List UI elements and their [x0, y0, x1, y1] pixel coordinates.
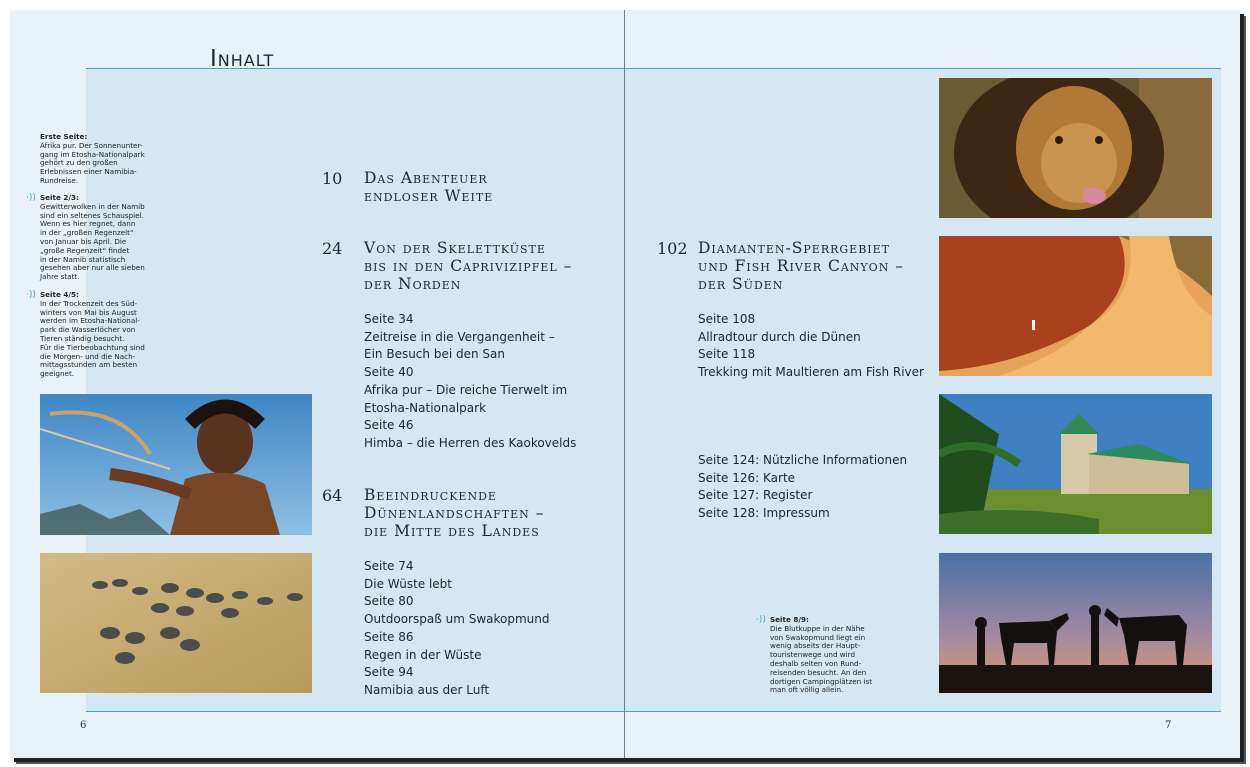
caption-line: gehört zu den großen: [40, 158, 118, 168]
toc-entry[interactable]: Regen in der Wüste: [364, 647, 482, 662]
toc-entry[interactable]: Himba – die Herren des Kaokovelds: [364, 435, 577, 450]
chapter-title-line: der Süden: [698, 275, 784, 293]
caption-line: in der Namib statistisch: [40, 254, 126, 264]
toc-entry[interactable]: Seite 40: [364, 365, 414, 380]
caption-line: von Januar bis April. Die: [40, 236, 127, 246]
photo-red-dune: [939, 236, 1212, 376]
chapter-title-line: Dünenlandschaften –: [364, 504, 545, 522]
caption-line: „große Regenzeit“ findet: [40, 245, 130, 255]
caption-line: Tieren ständig besucht.: [40, 333, 125, 343]
page-heading: Inhalt: [210, 46, 275, 72]
chapter-title[interactable]: [698, 239, 904, 293]
toc-entry[interactable]: Seite 46: [364, 418, 414, 433]
caption-line: sind ein seltenes Schauspiel.: [40, 210, 144, 220]
toc-entry[interactable]: Seite 94: [364, 665, 414, 680]
chapter-title-line: der Norden: [364, 275, 462, 293]
chapter-entries: [698, 311, 924, 382]
chapter-title-line: und Fish River Canyon –: [698, 257, 905, 275]
chapter-number: 64: [322, 486, 343, 505]
toc-entry[interactable]: Seite 124: Nützliche Informationen: [698, 453, 908, 467]
chapter-title-line: endloser Weite: [364, 187, 494, 205]
caption-line: Für die Tierbeobachtung sind: [40, 342, 145, 352]
chapter-title-line: bis in den Caprivizipfel –: [364, 257, 573, 275]
toc-entry[interactable]: Seite 80: [364, 594, 414, 609]
toc-entry[interactable]: Seite 74: [364, 559, 414, 573]
chapter-entries: [364, 558, 549, 700]
caption-line: Rundreise.: [40, 175, 79, 185]
toc-entry[interactable]: Seite 128: Impressum: [698, 506, 830, 521]
caption-line: in der „großen Regenzeit“: [40, 228, 134, 238]
toc-entry[interactable]: Seite 127: Register: [698, 488, 813, 503]
caption-head: Seite 2/3:: [40, 193, 79, 202]
chapter-title-line: Von der Skelettküste: [364, 239, 546, 257]
photo-horse-silhouettes: [939, 553, 1212, 693]
toc-entry[interactable]: Seite 34: [364, 312, 414, 326]
caption-line: deshalb selten von Rund-: [770, 658, 862, 668]
caption-page-2-3: [26, 193, 145, 282]
bottom-rule: [86, 711, 1221, 712]
chapter-number: 10: [322, 169, 343, 188]
chapter-number: 24: [322, 239, 343, 258]
chapter-title[interactable]: [364, 169, 493, 205]
caption-line: mittagsstunden am besten: [40, 360, 138, 370]
page-number-left: 6: [80, 720, 87, 731]
caption-page-4-5: [26, 290, 145, 379]
caption-first-page: [40, 133, 145, 186]
book-spine: [624, 10, 625, 758]
chapter-number: 102: [657, 239, 688, 258]
toc-entry[interactable]: Die Wüste lebt: [364, 576, 453, 591]
toc-entry[interactable]: Namibia aus der Luft: [364, 682, 490, 697]
caption-line: Afrika pur. Der Sonnenunter-: [40, 140, 143, 150]
photo-san-hunter: [40, 394, 312, 535]
caption-line: Die Blutkuppe in der Nähe: [770, 623, 865, 633]
toc-entry[interactable]: Outdoorspaß um Swakopmund: [364, 612, 550, 627]
page-number-right: 7: [1165, 720, 1172, 731]
caption-line: die Morgen- und die Nach-: [40, 351, 136, 361]
image-pointer-icon: ·)): [26, 193, 36, 203]
photo-lion: [939, 78, 1212, 218]
caption-line: reisenden besucht. An den: [770, 667, 867, 677]
caption-line: geeignet.: [40, 369, 75, 379]
toc-entry[interactable]: Seite 86: [364, 629, 414, 644]
caption-line: man oft völlig allein.: [770, 685, 844, 695]
caption-line: gesehen aber nur alle sieben: [40, 263, 145, 273]
caption-page-8-9: [756, 615, 873, 695]
toc-entry[interactable]: Zeitreise in die Vergangenheit –: [364, 329, 555, 344]
chapter-title-line: Diamanten-Sperrgebiet: [698, 239, 891, 257]
chapter-title-line: die Mitte des Landes: [364, 522, 540, 540]
image-pointer-icon: ·)): [756, 615, 766, 625]
toc-entry[interactable]: Trekking mit Maultieren am Fish River: [698, 365, 924, 380]
chapter-title-line: Das Abenteuer: [364, 169, 488, 187]
appendix-entries: [698, 452, 907, 523]
caption-line: wenig abseits der Haupt-: [770, 641, 861, 651]
caption-line: gang im Etosha-Nationalpark: [40, 149, 145, 159]
toc-entry[interactable]: Seite 118: [698, 347, 756, 362]
caption-line: winters von Mai bis August: [40, 307, 137, 317]
caption-line: In der Trockenzeit des Süd-: [40, 298, 138, 308]
caption-line: Jahre statt.: [40, 272, 80, 282]
caption-head: Erste Seite:: [40, 132, 88, 141]
caption-line: Wenn es hier regnet, dann: [40, 219, 136, 229]
caption-line: von Swakopmund liegt ein: [770, 632, 866, 642]
caption-line: park die Wasserlöcher von: [40, 325, 136, 335]
caption-line: werden im Etosha-National-: [40, 316, 140, 326]
toc-entry[interactable]: Allradtour durch die Dünen: [698, 329, 861, 344]
chapter-title[interactable]: [364, 486, 544, 540]
chapter-title-line: Beeindruckende: [364, 486, 497, 504]
photo-colonial-house: [939, 394, 1212, 534]
caption-line: touristenwege und wird: [770, 650, 856, 660]
photo-wildebeest-herd: [40, 553, 312, 693]
toc-entry[interactable]: Etosha-Nationalpark: [364, 400, 487, 415]
toc-entry[interactable]: Seite 126: Karte: [698, 470, 796, 485]
caption-line: dortigen Campingplätzen ist: [770, 676, 873, 686]
caption-line: Erlebnissen einer Namibia-: [40, 167, 137, 177]
image-pointer-icon: ·)): [26, 290, 36, 300]
caption-head: Seite 8/9:: [770, 615, 809, 624]
toc-entry[interactable]: Afrika pur – Die reiche Tierwelt im: [364, 382, 568, 397]
toc-entry[interactable]: Seite 108: [698, 312, 756, 326]
toc-entry[interactable]: Ein Besuch bei den San: [364, 347, 505, 362]
chapter-entries: [364, 311, 576, 453]
caption-line: Gewitterwolken in der Namib: [40, 201, 145, 211]
chapter-title[interactable]: [364, 239, 572, 293]
caption-head: Seite 4/5:: [40, 290, 79, 299]
